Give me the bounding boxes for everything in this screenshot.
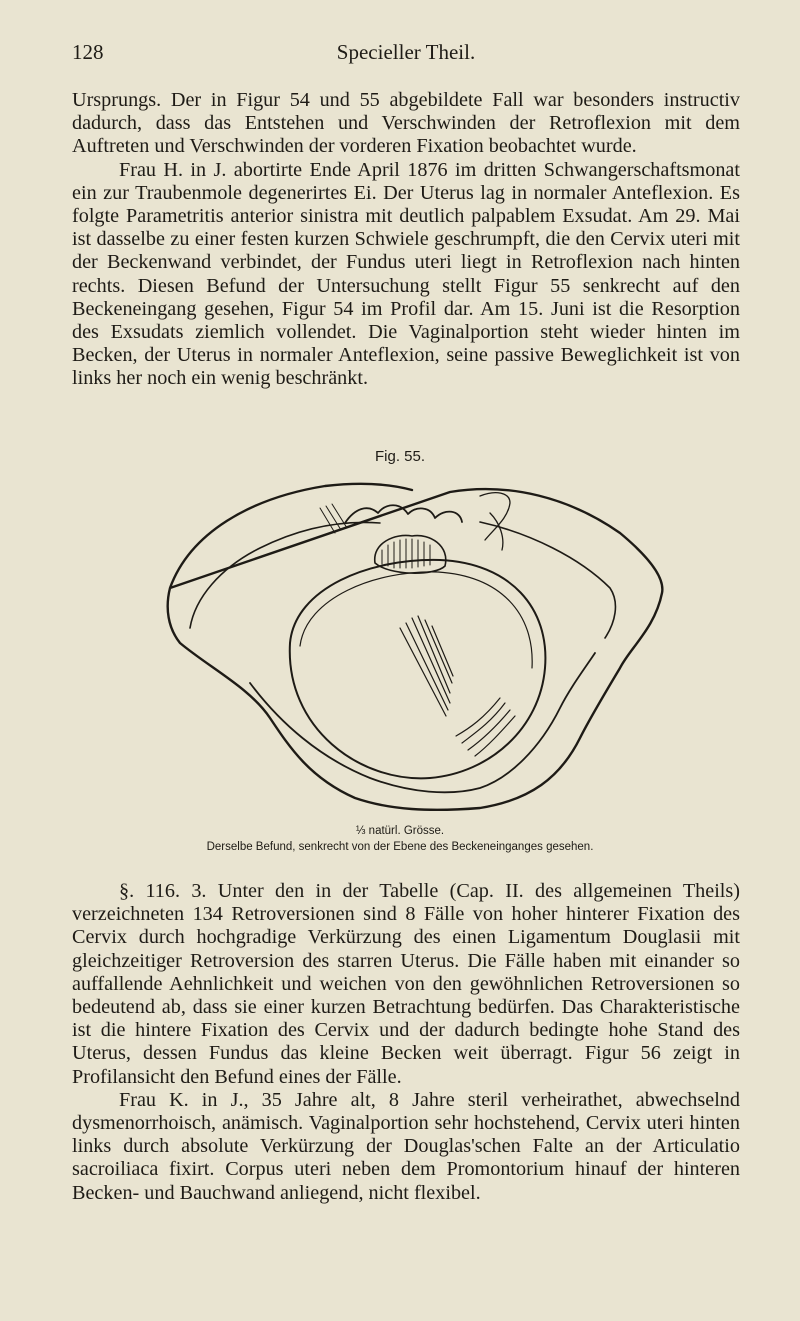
body-text-top [72, 89, 740, 391]
page-number: 128 [72, 40, 104, 64]
paragraph: Frau H. in J. abortirte Ende April 1876 im dritten Schwangerschaftsmonat ein zur Traubenmole degenerirtes Ei. Der Uterus lag in normaler Anteflexion. Es folgte Parametritis anterior sinistra mit deutlich palpablem Exsudat. Am 29. Mai ist dasselbe zu einer festen kurzen Schwiele geschrumpft, die den Cervix uteri mit der Beckenwand verbindet, der Fundus uteri liegt in Retroflexion nach hinten rechts. Diesen Befund der Untersuchung stellt Figur 55 senkrecht auf den Beckeneingang gesehen, Figur 54 im Profil dar. Am 15. Juni ist die Resorption des Exsudats ziemlich vollendet. Die Vaginalportion steht wieder hinten im Becken, der Uterus in normaler Anteflexion, seine passive Beweglichkeit ist von links her noch ein wenig beschränkt. [72, 158, 740, 390]
pelvis-illustration [150, 478, 670, 823]
paragraph: §. 116. 3. Unter den in der Tabelle (Cap. II. des allgemeinen Theils) verzeichneten 134 Retroversionen sind 8 Fälle von hoher hinterer Fixation des Cervix durch hochgradige Verkürzung des einen Ligamentum Douglasii mit gleichzeitiger Retroversion des starren Uterus. Die Fälle haben mit einander so auffallende Aehnlichkeit und weichen von den gewöhnlichen Retroversionen so bedeutend ab, dass sie einer kurzen Betrachtung bedürfen. Das Charakteristische ist die hintere Fixation des Cervix und der dadurch bedingte hohe Stand des Uterus, dessen Fundus das kleine Becken weit überragt. Figur 56 zeigt in Profilansicht den Befund eines der Fälle. [72, 880, 740, 1088]
body-text-bottom [72, 880, 740, 1205]
page-header [72, 40, 740, 70]
paragraph: Frau K. in J., 35 Jahre alt, 8 Jahre steril verheirathet, abwechselnd dysmenorrhoisch, anämisch. Vaginalportion sehr hochstehend, Cervix uteri hinten links durch absolute Verkürzung der Douglas'schen Falte an der Articulatio sacroiliaca fixirt. Corpus uteri neben dem Promontorium hinauf der hinteren Becken- und Bauchwand anliegend, nicht flexibel. [72, 1088, 740, 1204]
figure-caption: Derselbe Befund, senkrecht von der Ebene des Beckeneinganges gesehen. [206, 841, 594, 853]
figure-scale: ⅓ natürl. Grösse. [355, 825, 445, 837]
paragraph: Ursprungs. Der in Figur 54 und 55 abgebildete Fall war besonders instructiv dadurch, dass das Entstehen und Verschwinden der Retroflexion mit dem Auftreten und Verschwinden der vorderen Fixation beobachtet wurde. [72, 89, 740, 158]
figure-label: Fig. 55. [374, 448, 426, 465]
running-title: Specieller Theil. [336, 40, 476, 64]
